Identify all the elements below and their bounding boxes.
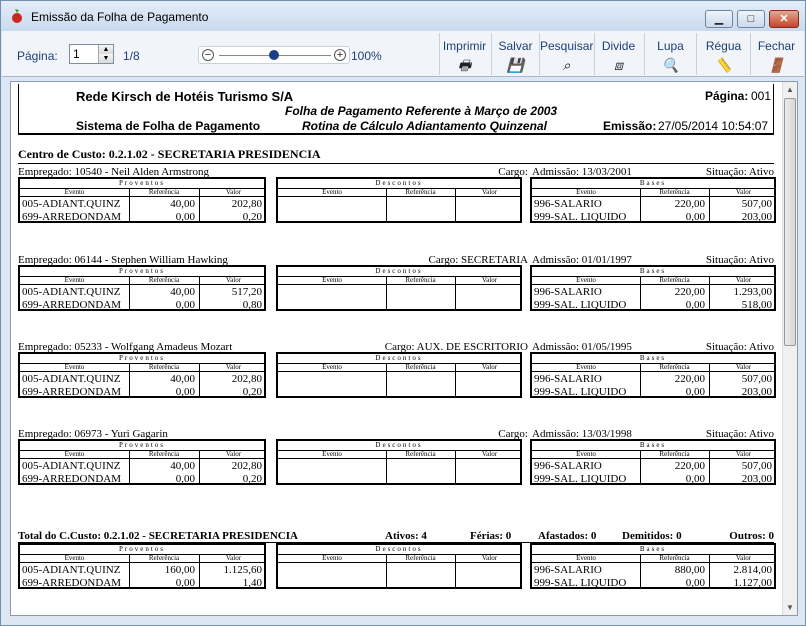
col-header-referencia: Referência	[148, 188, 180, 196]
col-header-evento: Evento	[64, 554, 85, 562]
col-header-evento: Evento	[576, 188, 596, 196]
table-cell: 999-SAL. LIQUIDO	[534, 473, 627, 485]
report-header	[18, 84, 774, 135]
toolbar-button-label: Lupa	[657, 39, 684, 53]
table-bases	[530, 265, 776, 311]
table-title: Descontos	[278, 179, 520, 189]
col-header-valor: Valor	[735, 363, 752, 371]
toolbar-button-label: Divide	[601, 39, 636, 53]
table-col-headers	[278, 364, 520, 372]
table-cell: 0,80	[242, 299, 262, 311]
toolbar-button-label: Fechar	[757, 39, 796, 53]
table-cell: 507,00	[741, 373, 772, 385]
col-header-evento: Evento	[322, 554, 342, 562]
toolbar-button-5[interactable]	[696, 33, 750, 75]
situacao: Situação: Ativo	[705, 341, 774, 353]
table-col-headers	[20, 277, 264, 285]
table-cell: 0,00	[685, 473, 705, 485]
employee-block	[18, 341, 774, 413]
table-cell: 0,00	[685, 211, 705, 223]
table-body	[20, 459, 264, 485]
toolbar-icon: 🔍	[661, 57, 680, 73]
table-cell: 1.127,00	[733, 577, 772, 589]
col-header-evento: Evento	[576, 450, 596, 458]
col-header-valor: Valor	[481, 363, 498, 371]
report-viewport	[10, 81, 798, 616]
table-cell: 202,80	[231, 373, 262, 385]
total-outros: Outros: 0	[729, 530, 774, 542]
employee-line: Empregado: 10540 - Neil Alden Armstrong	[18, 166, 209, 178]
table-cell: 999-SAL. LIQUIDO	[534, 386, 627, 398]
admissao: Admissão: 13/03/1998	[532, 428, 632, 440]
table-cell: 0,00	[175, 386, 195, 398]
table-col-headers	[532, 555, 774, 563]
table-cell: 0,00	[175, 211, 195, 223]
table-cell: 1,40	[242, 577, 262, 589]
table-bases	[530, 439, 776, 485]
table-cell: 2.814,00	[733, 564, 772, 576]
col-header-evento: Evento	[64, 363, 85, 371]
table-cell: 203,00	[741, 473, 772, 485]
col-header-valor: Valor	[481, 188, 498, 196]
toolbar-button-6[interactable]	[750, 33, 802, 75]
table-cell: 507,00	[741, 198, 772, 210]
col-header-evento: Evento	[322, 363, 342, 371]
col-header-referencia: Referência	[405, 188, 436, 196]
table-bases	[530, 352, 776, 398]
total-ferias: Férias: 0	[470, 530, 512, 542]
col-header-evento: Evento	[64, 450, 85, 458]
col-header-referencia: Referência	[405, 276, 436, 284]
table-cell: 202,80	[231, 198, 262, 210]
maximize-button[interactable]: □	[737, 10, 765, 28]
table-cell: 0,20	[242, 386, 262, 398]
col-header-evento: Evento	[64, 276, 85, 284]
col-header-referencia: Referência	[659, 276, 690, 284]
toolbar-icon: 💾	[506, 57, 525, 73]
col-header-valor: Valor	[225, 450, 242, 458]
table-cell: 699-ARREDONDAM	[22, 211, 121, 223]
table-body	[278, 372, 520, 398]
table-col-headers	[532, 189, 774, 197]
table-cell: 0,00	[685, 386, 705, 398]
col-header-referencia: Referência	[148, 450, 180, 458]
page-label: Página:	[17, 49, 58, 63]
col-header-referencia: Referência	[659, 554, 690, 562]
toolbar-icon: 🚪	[767, 57, 786, 73]
zoom-percent: 100%	[351, 49, 382, 63]
table-col-headers	[532, 451, 774, 459]
col-header-evento: Evento	[64, 188, 85, 196]
table-title: Bases	[532, 441, 774, 451]
minimize-button[interactable]: ▁	[705, 10, 733, 28]
table-cell: 518,00	[741, 299, 772, 311]
table-cell: 996-SALARIO	[534, 373, 602, 385]
table-proventos	[18, 265, 266, 311]
table-col-headers	[532, 364, 774, 372]
table-title: Bases	[532, 179, 774, 189]
table-title: Proventos	[20, 179, 264, 189]
col-header-referencia: Referência	[148, 363, 180, 371]
table-title: Descontos	[278, 545, 520, 555]
toolbar-icon: ⌕	[562, 57, 571, 73]
cost-center-title: Centro de Custo: 0.2.1.02 - SECRETARIA PRESIDENCIA	[18, 147, 774, 164]
situacao: Situação: Ativo	[705, 166, 774, 178]
table-cell: 220,00	[674, 373, 705, 385]
table-proventos	[18, 177, 266, 223]
table-cell: 1.125,60	[223, 564, 262, 576]
table-cell: 005-ADIANT.QUINZ	[22, 460, 121, 472]
table-body	[278, 459, 520, 485]
admissao: Admissão: 13/03/2001	[532, 166, 632, 178]
table-descontos	[276, 543, 522, 589]
table-cell: 0,00	[175, 577, 195, 589]
col-header-valor: Valor	[481, 554, 498, 562]
toolbar-button-label: Salvar	[498, 39, 533, 53]
report-page	[11, 82, 783, 615]
table-body	[532, 285, 774, 311]
table-title: Proventos	[20, 267, 264, 277]
toolbar-button-label: Imprimir	[442, 39, 487, 53]
employee-line: Empregado: 05233 - Wolfgang Amadeus Mozart	[18, 341, 233, 353]
table-cell: 0,00	[685, 299, 705, 311]
table-cell: 40,00	[170, 286, 195, 298]
cargo: Cargo: AUX. DE ESCRITORIO	[384, 341, 528, 353]
col-header-evento: Evento	[322, 188, 342, 196]
col-header-valor: Valor	[225, 363, 242, 371]
app-icon	[9, 8, 25, 24]
table-cell: 699-ARREDONDAM	[22, 577, 121, 589]
table-cell: 996-SALARIO	[534, 286, 602, 298]
emission-label: Emissão:	[603, 119, 657, 133]
table-body	[278, 563, 520, 589]
toolbar-button-label: Régua	[705, 39, 742, 53]
col-header-referencia: Referência	[659, 188, 690, 196]
table-cell: 0,20	[242, 211, 262, 223]
table-body	[20, 563, 264, 589]
routine-name: Rotina de Cálculo Adiantamento Quinzenal	[302, 119, 547, 133]
report-subtitle: Folha de Pagamento Referente à Março de 2003	[285, 104, 558, 118]
employee-line: Empregado: 06144 - Stephen William Hawking	[18, 254, 228, 266]
col-header-evento: Evento	[576, 554, 596, 562]
col-header-valor: Valor	[481, 276, 498, 284]
col-header-valor: Valor	[225, 554, 242, 562]
employee-block	[18, 428, 774, 500]
zoom-out-icon[interactable]: −	[202, 49, 214, 61]
employee-block	[18, 254, 774, 326]
table-cell: 160,00	[164, 564, 195, 576]
table-cell: 999-SAL. LIQUIDO	[534, 299, 627, 311]
col-header-referencia: Referência	[148, 276, 180, 284]
total-ativos: Ativos: 4	[385, 530, 427, 542]
toolbar-button-3[interactable]	[594, 33, 642, 75]
table-descontos	[276, 352, 522, 398]
toolbar-button-1[interactable]	[491, 33, 539, 75]
total-afastados: Afastados: 0	[538, 530, 597, 542]
zoom-thumb[interactable]	[269, 50, 279, 60]
col-header-valor: Valor	[735, 276, 752, 284]
col-header-referencia: Referência	[148, 554, 180, 562]
table-cell: 005-ADIANT.QUINZ	[22, 564, 121, 576]
spin-up-icon[interactable]: ▲	[99, 45, 113, 54]
table-col-headers	[20, 451, 264, 459]
table-cell: 0,00	[175, 299, 195, 311]
table-cell: 699-ARREDONDAM	[22, 386, 121, 398]
table-bases	[530, 177, 776, 223]
table-cell: 517,20	[231, 286, 262, 298]
table-body	[532, 459, 774, 485]
table-cell: 996-SALARIO	[534, 460, 602, 472]
table-col-headers	[532, 277, 774, 285]
table-cell: 220,00	[674, 460, 705, 472]
table-col-headers	[20, 555, 264, 563]
close-button[interactable]: ✕	[769, 10, 799, 28]
table-descontos	[276, 439, 522, 485]
table-cell: 996-SALARIO	[534, 564, 602, 576]
col-header-valor: Valor	[481, 450, 498, 458]
table-body	[278, 285, 520, 311]
page-number-value: 001	[751, 89, 772, 103]
table-title: Proventos	[20, 545, 264, 555]
table-body	[532, 372, 774, 398]
table-cell: 507,00	[741, 460, 772, 472]
table-cell: 40,00	[170, 373, 195, 385]
table-cell: 220,00	[674, 286, 705, 298]
col-header-referencia: Referência	[405, 554, 436, 562]
table-col-headers	[278, 189, 520, 197]
table-cell: 999-SAL. LIQUIDO	[534, 577, 627, 589]
scroll-up-icon[interactable]: ▲	[786, 85, 794, 94]
table-title: Bases	[532, 267, 774, 277]
col-header-valor: Valor	[735, 188, 752, 196]
table-body	[20, 197, 264, 223]
table-col-headers	[278, 555, 520, 563]
table-cell: 40,00	[170, 198, 195, 210]
table-cell: 40,00	[170, 460, 195, 472]
col-header-evento: Evento	[322, 276, 342, 284]
table-cell: 203,00	[741, 386, 772, 398]
table-cell: 0,20	[242, 473, 262, 485]
table-body	[20, 372, 264, 398]
cost-center-total	[18, 530, 774, 602]
admissao: Admissão: 01/01/1997	[532, 254, 632, 266]
page-total: 1/8	[123, 49, 140, 63]
table-proventos	[18, 439, 266, 485]
cargo: Cargo:	[498, 428, 528, 440]
table-proventos	[18, 352, 266, 398]
toolbar	[2, 31, 804, 77]
table-cell: 0,00	[685, 577, 705, 589]
table-col-headers	[20, 364, 264, 372]
table-cell: 203,00	[741, 211, 772, 223]
table-body	[20, 285, 264, 311]
col-header-evento: Evento	[322, 450, 342, 458]
col-header-valor: Valor	[225, 276, 242, 284]
table-cell: 220,00	[674, 198, 705, 210]
scroll-down-icon[interactable]: ▼	[786, 603, 794, 612]
system-name: Sistema de Folha de Pagamento	[76, 119, 261, 133]
toolbar-button-2[interactable]	[539, 33, 593, 75]
table-cell: 880,00	[674, 564, 705, 576]
toolbar-button-0[interactable]	[439, 33, 489, 75]
toolbar-button-4[interactable]	[644, 33, 696, 75]
toolbar-icon: 🖶	[457, 57, 472, 73]
table-cell: 699-ARREDONDAM	[22, 299, 121, 311]
table-cell: 699-ARREDONDAM	[22, 473, 121, 485]
table-title: Descontos	[278, 441, 520, 451]
col-header-evento: Evento	[576, 276, 596, 284]
cargo: Cargo: SECRETARIA	[428, 254, 528, 266]
table-col-headers	[278, 451, 520, 459]
table-body	[278, 197, 520, 223]
table-cell: 0,00	[175, 473, 195, 485]
table-cell: 996-SALARIO	[534, 198, 602, 210]
table-cell: 005-ADIANT.QUINZ	[22, 373, 121, 385]
total-line: Total do C.Custo: 0.2.1.02 - SECRETARIA PRESIDENCIA	[18, 530, 298, 542]
table-title: Descontos	[278, 267, 520, 277]
company-name: Rede Kirsch de Hotéis Turismo S/A	[76, 89, 294, 104]
employee-block	[18, 166, 774, 238]
page-spinner[interactable]	[98, 45, 113, 63]
scroll-thumb[interactable]	[784, 98, 796, 346]
col-header-valor: Valor	[735, 554, 752, 562]
table-body	[532, 197, 774, 223]
situacao: Situação: Ativo	[705, 428, 774, 440]
zoom-slider[interactable]	[198, 46, 350, 64]
page-number-label: Página:	[705, 89, 749, 103]
table-title: Proventos	[20, 441, 264, 451]
table-cell: 005-ADIANT.QUINZ	[22, 198, 121, 210]
table-col-headers	[20, 189, 264, 197]
toolbar-icon: ⧈	[614, 57, 623, 73]
table-title: Proventos	[20, 354, 264, 364]
table-descontos	[276, 265, 522, 311]
col-header-referencia: Referência	[659, 363, 690, 371]
table-title: Descontos	[278, 354, 520, 364]
col-header-valor: Valor	[735, 450, 752, 458]
cargo: Cargo:	[498, 166, 528, 178]
toolbar-icon: 📏	[714, 57, 733, 73]
window-title: Emissão da Folha de Pagamento	[31, 10, 209, 24]
situacao: Situação: Ativo	[705, 254, 774, 266]
zoom-in-icon[interactable]: +	[334, 49, 346, 61]
col-header-referencia: Referência	[659, 450, 690, 458]
table-cell: 202,80	[231, 460, 262, 472]
spin-down-icon[interactable]: ▼	[99, 54, 113, 63]
col-header-referencia: Referência	[405, 450, 436, 458]
table-title: Bases	[532, 545, 774, 555]
table-col-headers	[278, 277, 520, 285]
emission-value: 27/05/2014 10:54:07	[658, 119, 769, 133]
total-demitidos: Demitidos: 0	[622, 530, 682, 542]
table-title: Bases	[532, 354, 774, 364]
col-header-valor: Valor	[225, 188, 242, 196]
table-body	[532, 563, 774, 589]
table-cell: 999-SAL. LIQUIDO	[534, 211, 627, 223]
vertical-scrollbar[interactable]	[782, 82, 797, 615]
col-header-evento: Evento	[576, 363, 596, 371]
employee-line: Empregado: 06973 - Yuri Gagarin	[18, 428, 168, 440]
admissao: Admissão: 01/05/1995	[532, 341, 632, 353]
table-cell: 1.293,00	[733, 286, 772, 298]
toolbar-button-label: Pesquisar	[540, 39, 594, 53]
table-cell: 005-ADIANT.QUINZ	[22, 286, 121, 298]
table-bases	[530, 543, 776, 589]
title-bar	[1, 1, 805, 31]
col-header-referencia: Referência	[405, 363, 436, 371]
table-proventos	[18, 543, 266, 589]
table-descontos	[276, 177, 522, 223]
